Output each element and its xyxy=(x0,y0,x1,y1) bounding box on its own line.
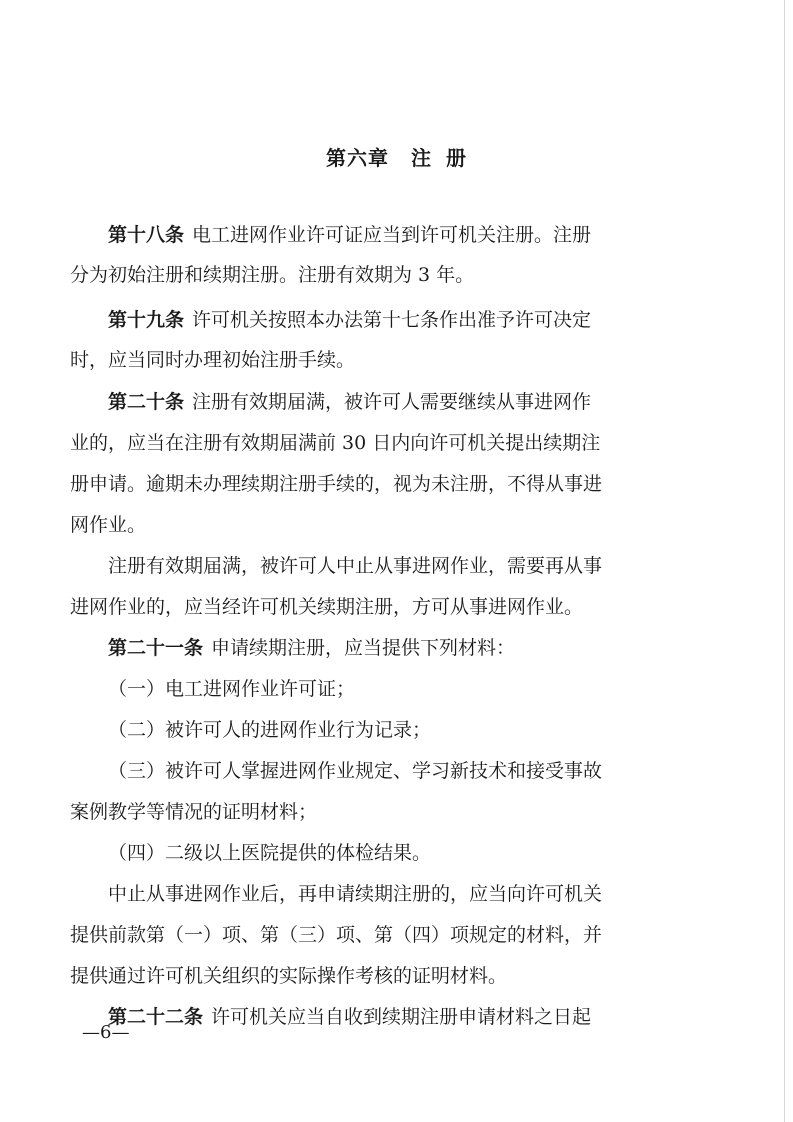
chapter-title-char-1: 注 xyxy=(411,146,432,170)
article-20-label: 第二十条 xyxy=(108,391,185,413)
paragraph-line: 提供通过许可机关组织的实际操作考核的证明材料。 xyxy=(70,965,508,987)
article-20-line-4: 网作业。 xyxy=(70,514,147,536)
article-19-line-2: 时，应当同时办理初始注册手续。 xyxy=(70,349,356,371)
list-item-4: （四）二级以上医院提供的体检结果。 xyxy=(108,842,432,864)
paragraph-line: 注册有效期届满，被许可人中止从事进网作业，需要再从事 xyxy=(108,555,603,577)
page-number: —6— xyxy=(82,1022,130,1043)
article-20-line-3: 册申请。逾期未办理续期注册手续的，视为未注册，不得从事进 xyxy=(70,473,603,495)
list-item-3: （三）被许可人掌握进网作业规定、学习新技术和接受事故 xyxy=(108,760,603,782)
article-22-label: 第二十二条 xyxy=(108,1006,204,1028)
article-19-label: 第十九条 xyxy=(108,309,185,331)
article-21-label: 第二十一条 xyxy=(108,637,204,659)
chapter-title-char-2: 册 xyxy=(446,146,467,170)
list-item-1: （一）电工进网作业许可证； xyxy=(108,678,356,700)
paragraph-line: 中止从事进网作业后，再申请续期注册的，应当向许可机关 xyxy=(108,883,603,905)
article-21-line-1: 第二十一条 申请续期注册，应当提供下列材料： xyxy=(108,637,516,659)
article-19-line-1: 第十九条 许可机关按照本办法第十七条作出准予许可决定 xyxy=(108,309,592,331)
article-20-line-2: 业的，应当在注册有效期届满前 30 日内向许可机关提出续期注 xyxy=(70,432,601,454)
article-18-line-1: 第十八条 电工进网作业许可证应当到许可机关注册。注册 xyxy=(108,224,592,246)
paragraph-line: 提供前款第（一）项、第（三）项、第（四）项规定的材料，并 xyxy=(70,924,603,946)
list-item-2: （二）被许可人的进网作业行为记录； xyxy=(108,719,432,741)
paragraph-line: 进网作业的，应当经许可机关续期注册，方可从事进网作业。 xyxy=(70,596,584,618)
list-item-3-cont: 案例教学等情况的证明材料； xyxy=(70,801,318,823)
article-18-label: 第十八条 xyxy=(108,224,185,246)
article-18-line-2: 分为初始注册和续期注册。注册有效期为 3 年。 xyxy=(70,264,475,286)
chapter-heading xyxy=(0,142,793,171)
article-22-line-1: 第二十二条 许可机关应当自收到续期注册申请材料之日起 xyxy=(108,1006,592,1028)
chapter-number: 第六章 xyxy=(326,146,389,170)
article-20-line-1: 第二十条 注册有效期届满，被许可人需要继续从事进网作 xyxy=(108,391,592,413)
